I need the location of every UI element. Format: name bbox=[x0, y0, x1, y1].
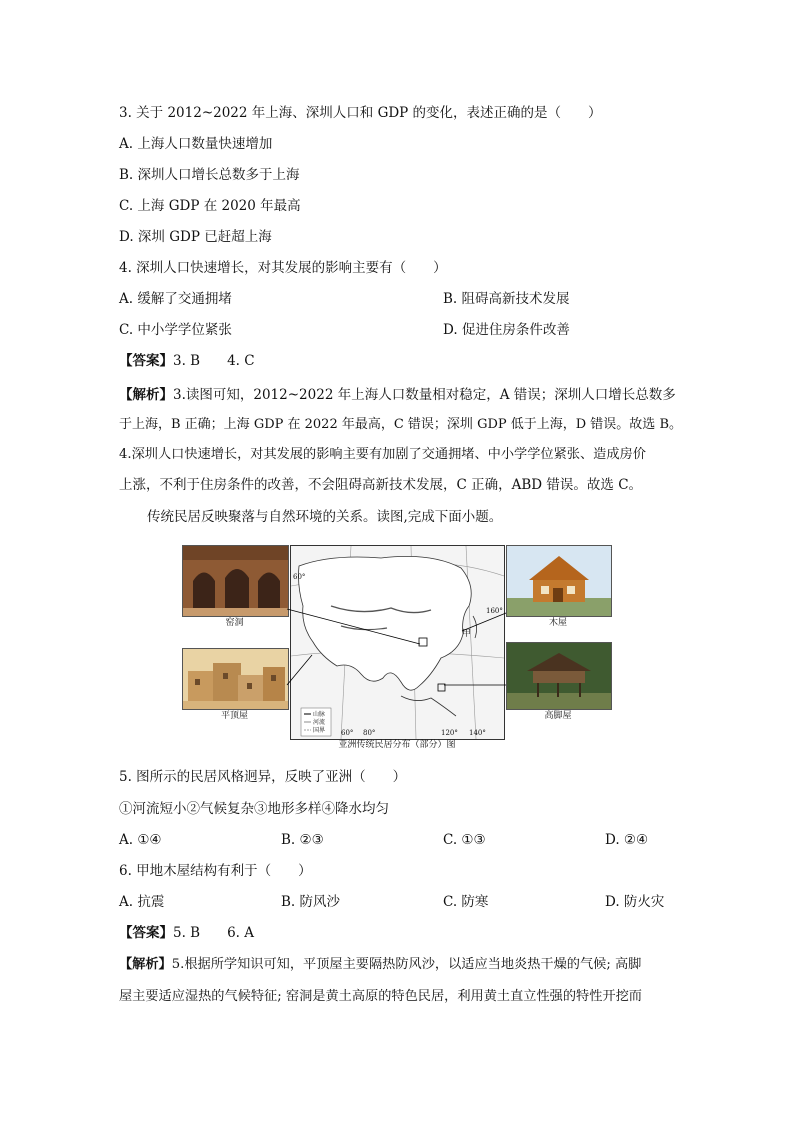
stilt-house-photo bbox=[506, 642, 612, 710]
figure-intro: 传统民居反映聚落与自然环境的关系。读图,完成下面小题。 bbox=[147, 509, 503, 525]
lon-label: 140° bbox=[469, 729, 486, 737]
question-3-stem: 3. 关于 2012~2022 年上海、深圳人口和 GDP 的变化，表述正确的是（ ） bbox=[119, 105, 602, 121]
question-4-stem: 4. 深圳人口快速增长，对其发展的影响主要有（ ） bbox=[119, 260, 447, 276]
answer-text: 5. B 6. A bbox=[173, 925, 255, 941]
analysis-label: 【解析】 bbox=[119, 957, 172, 972]
answer-block-1 bbox=[119, 352, 255, 370]
question-4-option-b: B. 阻碍高新技术发展 bbox=[443, 291, 570, 307]
wooden-house-caption: 木屋 bbox=[548, 618, 567, 628]
question-6-option-b: B. 防风沙 bbox=[281, 894, 341, 910]
figure-caption: 亚洲传统民居分布（部分）图 bbox=[338, 740, 456, 750]
legend-mountain: 山脉 bbox=[313, 711, 326, 718]
answer-label: 【答案】 bbox=[119, 925, 173, 941]
analysis-block-1 bbox=[119, 386, 676, 404]
label-jia: 甲 bbox=[462, 629, 472, 639]
analysis-line: 上涨，不利于住房条件的改善，不会阻碍高新技术发展，C 正确，ABD 错误。故选 C。 bbox=[119, 477, 643, 493]
question-3-option-c: C. 上海 GDP 在 2020 年最高 bbox=[119, 198, 301, 214]
answer-text: 3. B 4. C bbox=[173, 353, 255, 369]
wooden-house-photo bbox=[506, 545, 612, 617]
lon-label: 60° bbox=[341, 729, 354, 737]
legend-border: 国界 bbox=[313, 727, 326, 734]
legend-river: 河流 bbox=[313, 719, 326, 726]
question-6-option-a: A. 抗震 bbox=[119, 894, 165, 910]
housing-figure bbox=[182, 545, 612, 753]
lon-label: 80° bbox=[363, 729, 376, 737]
lon-label: 120° bbox=[441, 729, 458, 737]
question-3-option-a: A. 上海人口数量快速增加 bbox=[119, 136, 273, 152]
flat-roof-caption: 平顶屋 bbox=[220, 711, 248, 721]
question-4-option-c: C. 中小学学位紧张 bbox=[119, 322, 232, 338]
analysis-line: 于上海，B 正确；上海 GDP 在 2022 年最高，C 错误；深圳 GDP 低于上海，D 错误。故选 B。 bbox=[119, 417, 682, 432]
analysis-label: 【解析】 bbox=[119, 387, 173, 403]
question-6-option-c: C. 防寒 bbox=[443, 894, 489, 910]
analysis-line: 4.深圳人口快速增长，对其发展的影响主要有加剧了交通拥堵、中小学学位紧张、造成房价 bbox=[119, 447, 646, 462]
question-5-option-a: A. ①④ bbox=[119, 832, 162, 848]
answer-block-2 bbox=[119, 924, 254, 942]
question-4-option-a: A. 缓解了交通拥堵 bbox=[119, 291, 232, 307]
question-5-stem: 5. 图所示的民居风格迥异，反映了亚洲（ ） bbox=[119, 769, 407, 785]
answer-label: 【答案】 bbox=[119, 353, 173, 369]
lon-label: 160° bbox=[486, 607, 503, 615]
analysis-line: 3.读图可知，2012~2022 年上海人口数量相对稳定，A 错误；深圳人口增长总数多 bbox=[173, 387, 676, 403]
analysis-line: 屋主要适应湿热的气候特征; 窑洞是黄土高原的特色民居，利用黄土直立性强的特性开挖而 bbox=[119, 989, 642, 1004]
question-5-option-d: D. ②④ bbox=[605, 832, 649, 848]
analysis-line: 5.根据所学知识可知，平顶屋主要隔热防风沙，以适应当地炎热干燥的气候; 高脚 bbox=[171, 957, 642, 972]
question-3-option-b: B. 深圳人口增长总数多于上海 bbox=[119, 167, 300, 183]
question-5-option-b: B. ②③ bbox=[281, 832, 324, 848]
analysis-block-2 bbox=[119, 956, 641, 974]
question-6-stem: 6. 甲地木屋结构有利于（ ） bbox=[119, 863, 312, 879]
lat-label: 60° bbox=[293, 573, 306, 581]
question-5-statements: ①河流短小②气候复杂③地形多样④降水均匀 bbox=[119, 801, 389, 817]
question-6-option-d: D. 防火灾 bbox=[605, 894, 665, 910]
question-3-option-d: D. 深圳 GDP 已赶超上海 bbox=[119, 229, 272, 245]
stilt-house-caption: 高脚屋 bbox=[544, 711, 572, 721]
question-5-option-c: C. ①③ bbox=[443, 832, 486, 848]
question-4-option-d: D. 促进住房条件改善 bbox=[443, 322, 570, 338]
cave-dwelling-caption: 窑洞 bbox=[225, 618, 244, 628]
